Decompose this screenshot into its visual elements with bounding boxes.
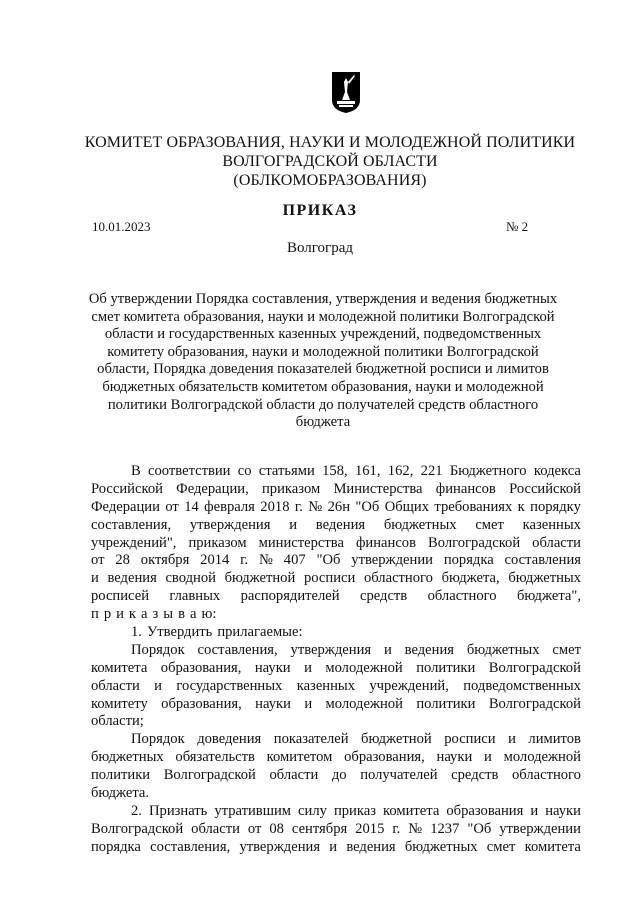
body-word: комитета [383,802,440,819]
body-word: В [131,463,141,479]
body-word: от [247,820,262,837]
body-word: области [532,534,581,551]
body-word: средств [451,767,499,784]
body-word: бюджета. [91,785,150,802]
body-word: главных [169,588,221,605]
body-word: ведения [404,641,454,658]
body-word: смет [486,838,516,855]
body-word: з [152,606,159,623]
body-line [91,821,581,839]
body-line [91,767,581,785]
subject-line: смет комитета образования, науки и молодежной политики Волгоградской [91,308,555,325]
body-word: приказ [333,802,376,819]
body-line [91,803,581,821]
body-word: бюджета, [441,570,500,587]
body-word: образования, [161,695,242,712]
body-word: Признать [148,802,208,819]
body-word: № [259,552,273,569]
body-word: бюджета", [516,588,581,605]
body-word: области; [91,713,144,730]
body-line [91,713,581,731]
organization-line: (ОБЛКОМОБРАЗОВАНИЯ) [233,172,427,189]
body-word: 1. [131,624,142,641]
body-word: прилагаемые: [217,624,303,641]
body-word: 161, [354,463,381,479]
body-word: порядку [530,498,581,515]
body-word: Волгоградской [488,695,581,712]
body-word: области [91,677,140,694]
body-word: казенных [522,516,581,533]
body-word: утверждении [351,552,433,569]
body-word: и [304,695,313,712]
body-word: и [289,516,298,533]
body-word: порядка [91,838,141,855]
body-word: и [329,838,338,855]
body-word: смет [552,641,581,658]
body-word: статьями [258,463,315,479]
body-word: № [308,498,323,515]
body-line [91,481,581,499]
body-word: Волгоградской [488,659,581,676]
body-word: 221 [420,463,443,479]
body-word: Порядок [131,731,185,748]
body-word: утверждения [290,641,372,658]
body-word: приказом [188,534,247,551]
body-word: р [103,606,112,623]
body-word: утверждения [189,516,271,533]
body-word: составления, [150,838,231,855]
body-word: областного [511,767,581,784]
body-word: учреждений, [369,677,449,694]
body-word: порядка [443,552,494,569]
body-word: росписи [303,570,356,587]
body-word: бюджетной [361,731,432,748]
body-line [91,660,581,678]
subject-line: бюджета [295,414,351,431]
body-word: ведения [107,570,157,587]
body-word: Общих [384,498,430,515]
body-word: обязательств [175,749,255,766]
body-line [91,642,581,660]
body-word: областного [427,588,497,605]
coat-of-arms-icon [330,70,362,114]
body-word: ведения [346,838,396,855]
body-word: приказом [262,480,321,497]
subject-line: политики Волгоградской области до получателей средств областного [107,396,539,413]
body-word: науки [254,659,291,676]
body-word: науки [255,695,291,712]
body-word: молодежной [325,695,403,712]
body-word: г. [392,820,401,837]
body-line [91,463,581,481]
body-word: государственных [176,677,283,694]
body-word: министерства [258,534,344,551]
body-line [91,839,581,857]
body-word: 14 [184,498,199,515]
body-word: бюджетных [508,570,581,587]
subject-line: области и государственных казенных учреждений, подведомственных [104,326,542,343]
body-word: области [269,767,319,784]
body-word: Российской [91,480,163,497]
body-word: утверждения [239,838,321,855]
document-subject [88,291,558,432]
body-word: до [331,767,347,784]
body-word: а [141,606,148,623]
body-word: октября [140,552,190,569]
body-word: показателей [273,731,349,748]
body-word: образования, [160,659,242,676]
body-word: "Об [355,498,380,515]
document-body [91,463,581,857]
body-word: учреждений", [91,534,177,551]
body-word: казенных [296,677,356,694]
body-word: 2. [131,802,142,819]
body-word: получателей [360,767,438,784]
body-word: и [154,677,162,694]
body-word: 2015 [355,820,385,837]
body-word: к [517,498,525,515]
body-word: бюджетных [383,516,457,533]
body-word: сводной [165,570,216,587]
body-word: Волгоградской [428,534,521,551]
body-word: "Об [467,820,492,837]
body-word: Волгоградской [163,767,256,784]
body-word: комитета [524,838,581,855]
body-word: молодежной [503,749,581,766]
body-word: и [508,731,516,748]
body-word: лимитов [528,731,581,748]
body-word: соответствии [148,463,231,479]
body-word: бюджетной [224,570,296,587]
body-word: области [191,820,240,837]
body-word: и [484,749,492,766]
body-word: средств [359,588,408,605]
body-line [91,499,581,517]
body-word: 407 [283,552,306,569]
body-word: 1237 [430,820,460,837]
body-word: Порядок [131,641,185,658]
body-word: распорядителей [240,588,340,605]
body-word: 28 [115,552,130,569]
body-line [91,535,581,553]
body-line [91,606,581,624]
body-word: и [304,659,312,676]
body-word: ведения [315,516,366,533]
body-word: молодежной [325,659,403,676]
body-word: росписи [444,731,496,748]
body-line [91,588,581,606]
body-line [91,696,581,714]
body-word: ы [163,606,174,623]
body-word: силу [298,802,327,819]
body-word: и [383,641,392,658]
body-word: политики [416,695,476,712]
body-word: науки [436,749,473,766]
body-word: в [178,606,185,623]
document-title: ПРИКАЗ [282,202,358,219]
body-word: 162, [387,463,414,479]
body-word: науки [545,802,581,819]
body-word: п [91,606,99,623]
body-word: ю: [201,606,217,623]
body-word: Волгоградской [91,820,184,837]
body-line [91,570,581,588]
body-line [91,552,581,570]
body-line [91,749,581,767]
body-word: составления, [91,516,172,533]
body-word: бюджетных [91,749,164,766]
body-word: Российской [509,480,581,497]
body-word: бюджетных [404,838,478,855]
body-word: смет [475,516,504,533]
body-word: финансов [355,534,416,551]
body-word: областного [363,570,433,587]
body-word: образования [446,802,524,819]
body-word: Утвердить [146,624,213,641]
organization-line: ВОЛГОГРАДСКОЙ ОБЛАСТИ [222,153,438,170]
document-number: № 2 [506,219,529,234]
body-word: "Об [316,552,341,569]
body-word: Федерации, [176,480,249,497]
body-word: составления [504,552,581,569]
subject-line: комитету образования, науки и молодежной политики Волгоградской [107,343,539,360]
body-word: г. [240,552,249,569]
body-word: кодекса [533,463,581,479]
body-word: Федерации [91,498,160,515]
body-word: г. [294,498,303,515]
body-word: 26н [327,498,350,515]
body-line [91,624,581,642]
body-word: и [530,802,539,819]
body-word: со [237,463,252,479]
body-word: образования, [344,749,425,766]
body-word: 2018 [260,498,290,515]
body-word: доведения [197,731,262,748]
body-word: составления, [197,641,278,658]
body-word: финансов [435,480,496,497]
body-line [91,785,581,803]
body-line [91,731,581,749]
body-word: и [91,570,99,587]
body-word: № [408,820,423,837]
body-word: утверждении [499,820,581,837]
organization-header [60,133,600,190]
body-word: к [128,606,137,623]
organization-line: КОМИТЕТ ОБРАЗОВАНИЯ, НАУКИ И МОЛОДЕЖНОЙ ПОЛИТИКИ [84,134,576,151]
body-word: 08 [269,820,284,837]
body-word: политики [91,767,151,784]
body-word: Министерства [333,480,423,497]
subject-line: Об утверждении Порядка составления, утверждения и ведения бюджетных [88,291,558,307]
body-line [91,517,581,535]
body-word: а [189,606,197,623]
body-word: сентября [291,820,348,837]
document-city: Волгоград [286,240,353,256]
body-word: утратившим [214,802,291,819]
body-word: требованиях [434,498,513,515]
body-word: комитетом [266,749,333,766]
body-word: комитета [91,659,148,676]
body-word: Бюджетного [449,463,527,479]
body-line [91,678,581,696]
body-word: 158, [322,463,348,479]
body-word: и [116,606,124,623]
document-date: 10.01.2023 [92,219,151,234]
body-word: подведомственных [463,677,581,694]
body-word: 2014 [200,552,230,569]
body-word: февраля [204,498,255,515]
subject-line: бюджетных обязательств комитетом образования, науки и молодежной [102,378,544,395]
body-word: политики [416,659,476,676]
body-word: бюджетных [466,641,540,658]
body-word: комитету [91,695,148,712]
subject-line: области, Порядка доведения показателей бюджетной росписи и лимитов [97,361,549,378]
body-word: росписей [91,588,149,605]
body-word: от [91,552,105,569]
body-word: от [165,498,179,515]
